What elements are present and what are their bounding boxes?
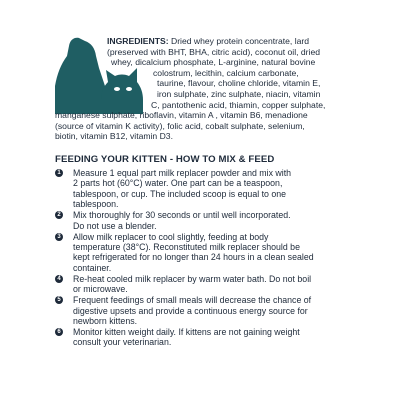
step-number-badge: 4 [55,275,63,283]
feeding-step: 6 Monitor kitten weight daily. If kittens are not gaining weight consult your veterinarian. [55,327,355,348]
ingredients-line: taurine, flavour, choline chloride, vitamin E, [157,78,321,89]
ingredients-line: (source of vitamin K activity), folic acid, cobalt sulphate, selenium, [55,120,305,131]
ingredients-title: INGREDIENTS: [107,36,169,46]
feeding-step: 5 Frequent feedings of small meals will decrease the chance of digestive upsets and provide a continuous energy source for newborn kittens. [55,295,355,326]
ingredients-line: C, pantothenic acid, thiamin, copper sulphate, [151,99,326,110]
feeding-step: 2 Mix thoroughly for 30 seconds or until well incorporated. Do not use a blender. [55,210,355,231]
ingredients-line: INGREDIENTS: Dried whey protein concentrate, lard [107,36,310,46]
ingredients-line: biotin, vitamin B12, vitamin D3. [55,131,173,142]
step-number-badge: 2 [55,211,63,219]
feeding-step: 3 Allow milk replacer to cool slightly, feeding at body temperature (38°C). Reconstituted milk replacer should be kept refrigerated for no longer than 24 hours in a clean sealed container. [55,232,355,274]
step-number-badge: 1 [55,169,63,177]
step-number-badge: 6 [55,328,63,336]
ingredients-line: iron sulphate, zinc sulphate, niacin, vitamin [157,88,321,99]
feeding-step: 1 Measure 1 equal part milk replacer powder and mix with 2 parts hot (60°C) water. One part can be a teaspoon, tablespoon, or cup. The included scoop is equal to one tablespoon. [55,168,355,210]
ingredients-line: manganese sulphate, riboflavin, vitamin A , vitamin B6, menadione [55,110,308,121]
ingredients-line: whey, dicalcium phosphate, L-arginine, natural bovine [111,57,316,68]
ingredients-line: colostrum, lecithin, calcium carbonate, [153,67,299,78]
ingredients-line: (preserved with BHT, BHA, citric acid), coconut oil, dried [107,46,321,57]
ingredients-block [55,36,345,142]
feeding-section-title: FEEDING YOUR KITTEN - HOW TO MIX & FEED [55,154,275,165]
feeding-step: 4 Re-heat cooled milk replacer by warm water bath. Do not boil or microwave. [55,274,355,295]
feeding-steps-list [55,168,355,348]
step-number-badge: 5 [55,296,63,304]
step-number-badge: 3 [55,233,63,241]
